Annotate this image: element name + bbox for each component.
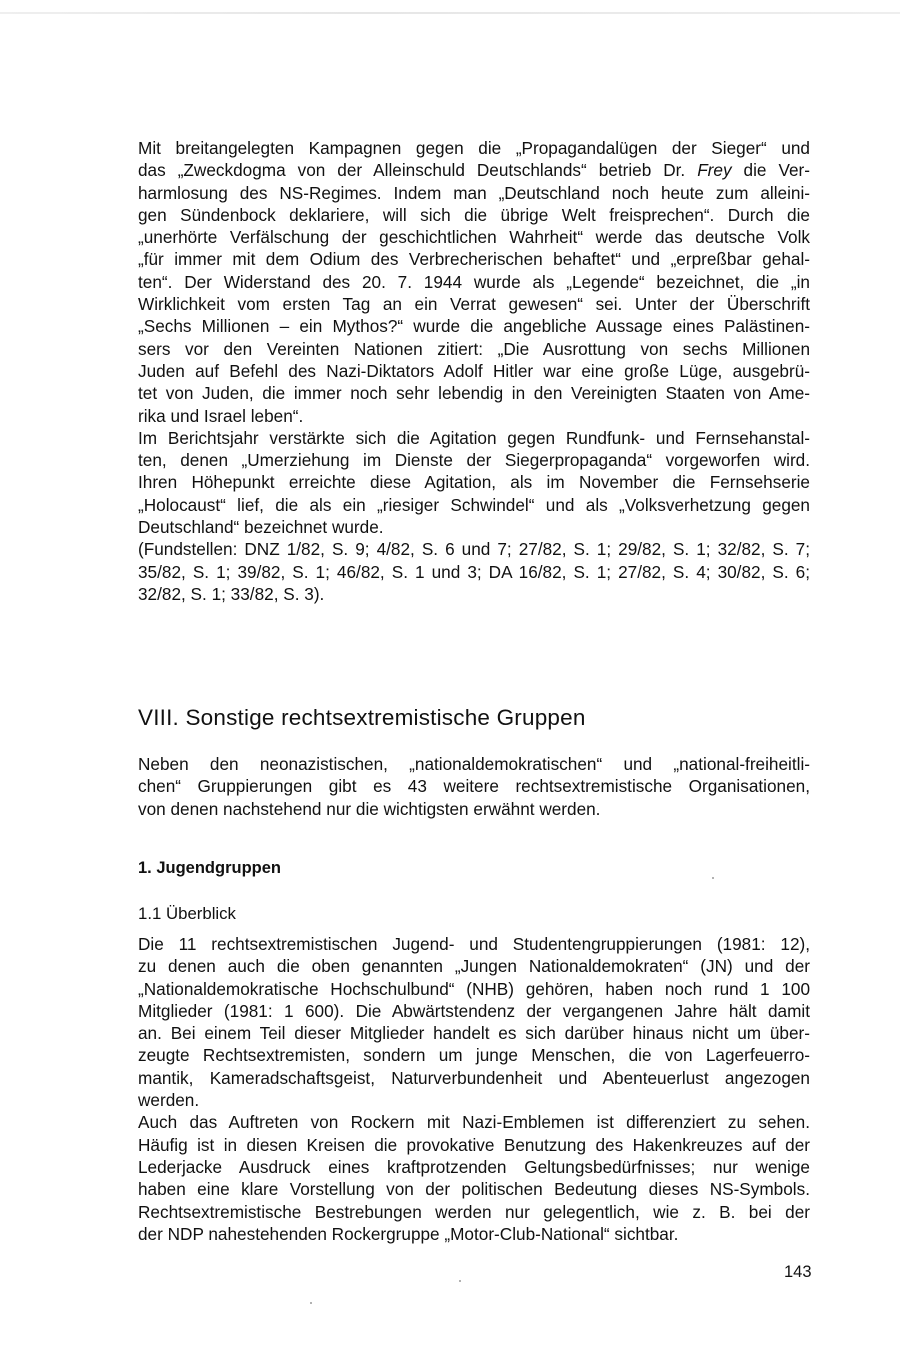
text-line: gen Sündenbock deklariere, will sich die übrige Welt freisprechen“. Durch die — [138, 204, 810, 225]
text-line: 32/82, S. 1; 33/82, S. 3). — [138, 583, 325, 604]
text-line: haben eine klare Vorstellung von der politischen Bedeutung dieses NS-Symbols. — [138, 1179, 810, 1200]
text-line: Mitglieder (1981: 1 600). Die Abwärtstendenz der vergangenen Jahre hält damit — [138, 1000, 810, 1021]
text-line: harmlosung des NS-Regimes. Indem man „Deutschland noch heute zum alleini- — [138, 182, 810, 203]
text-segment: das „Zweckdogma von der Alleinschuld Deutschlands“ betrieb Dr. — [138, 160, 698, 181]
chapter-heading: VIII. Sonstige rechtsextremistische Gruppen — [138, 705, 586, 730]
text-line: der NDP nahestehenden Rockergruppe „Motor-Club-National“ sichtbar. — [138, 1223, 679, 1244]
text-line: Ihren Höhepunkt erreichte diese Agitation, als im November die Fernsehserie — [138, 472, 810, 493]
text-line: 35/82, S. 1; 39/82, S. 1; 46/82, S. 1 und 3; DA 16/82, S. 1; 27/82, S. 4; 30/82, S. 6; — [138, 561, 810, 582]
scan-speck — [459, 1280, 461, 1282]
text-line: „Holocaust“ lief, die als ein „riesiger Schwindel“ und als „Volksverhetzung gegen — [138, 494, 810, 515]
section-heading: 1. Jugendgruppen — [138, 859, 282, 877]
text-line — [138, 159, 810, 181]
subsection-heading: 1.1 Überblick — [138, 904, 236, 923]
text-line: zu denen auch die oben genannten „Jungen Nationaldemokraten“ (JN) und der — [138, 956, 810, 977]
text-line: Deutschland“ bezeichnet wurde. — [138, 517, 384, 538]
text-line: „Sechs Millionen – ein Mythos?“ wurde die angebliche Aussage eines Palästinen- — [138, 316, 810, 337]
text-line: „unerhörte Verfälschung der geschichtlichen Wahrheit“ werde das deutsche Volk — [138, 227, 810, 248]
text-line: „Nationaldemokratische Hochschulbund“ (NHB) gehören, haben noch rund 1 100 — [138, 978, 810, 999]
text-line: Lederjacke Ausdruck eines kraftprotzenden Geltungsbedürfnisses; nur wenige — [138, 1156, 810, 1177]
scan-speck — [712, 877, 714, 879]
scan-speck — [310, 1302, 312, 1304]
paragraph-youth-groups — [138, 933, 810, 1245]
text-line: Häufig ist in diesen Kreisen die provokative Benutzung des Hakenkreuzes auf der — [138, 1134, 810, 1155]
text-line: zeugte Rechtsextremisten, sondern um junge Menschen, die von Lagerfeuerro- — [138, 1045, 810, 1066]
text-segment: die Ver- — [731, 160, 810, 181]
text-line: Juden auf Befehl des Nazi-Diktators Adolf Hitler war eine große Lüge, ausgebrü- — [138, 360, 810, 381]
text-line: tet von Juden, die immer noch sehr lebendig in den Vereinigten Staaten von Ame- — [138, 383, 810, 404]
text-line: werden. — [138, 1090, 200, 1111]
scan-top-edge — [0, 12, 900, 14]
text-line: chen“ Gruppierungen gibt es 43 weitere rechtsextremistische Organisationen, — [138, 776, 810, 797]
text-line: sers vor den Vereinten Nationen zitiert: „Die Ausrottung von sechs Millionen — [138, 338, 810, 359]
text-line: Die 11 rechtsextremistischen Jugend- und Studentengruppierungen (1981: 12), — [138, 934, 810, 954]
text-line: ten“. Der Widerstand des 20. 7. 1944 wurde als „Legende“ bezeichnet, die „in — [138, 271, 810, 292]
text-line: ten, denen „Umerziehung im Dienste der Siegerpropaganda“ vorgeworfen wird. — [138, 450, 810, 471]
text-line: von denen nachstehend nur die wichtigsten erwähnt werden. — [138, 798, 601, 819]
text-line: Im Berichtsjahr verstärkte sich die Agitation gegen Rundfunk- und Fernsehanstal- — [138, 427, 810, 448]
text-line: Auch das Auftreten von Rockern mit Nazi-Emblemen ist differenziert zu sehen. — [138, 1112, 810, 1133]
text-line: an. Bei einem Teil dieser Mitglieder handelt es sich darüber hinaus nicht um über- — [138, 1023, 810, 1044]
text-line: Rechtsextremistische Bestrebungen werden nur gelegentlich, wie z. B. bei der — [138, 1201, 810, 1222]
text-line: Wirklichkeit vom ersten Tag an ein Verrat gewesen“ sei. Unter der Überschrift — [138, 294, 810, 315]
text-line: (Fundstellen: DNZ 1/82, S. 9; 4/82, S. 6 und 7; 27/82, S. 1; 29/82, S. 1; 32/82, S. 7; — [138, 539, 810, 560]
text-line: mantik, Kameradschaftsgeist, Naturverbundenheit und Abenteuerlust angezogen — [138, 1067, 810, 1088]
paragraph-overview — [138, 753, 810, 820]
text-line: Mit breitangelegten Kampagnen gegen die „Propagandalügen der Sieger“ und — [138, 138, 810, 158]
italic-name: Frey — [697, 160, 732, 181]
text-line: „für immer mit dem Odium des Verbrecherischen behaftet“ und „erpreßbar gehal- — [138, 249, 810, 270]
text-line: Neben den neonazistischen, „nationaldemokratischen“ und „national-freiheitli- — [138, 754, 810, 774]
paragraph-propaganda — [138, 137, 810, 605]
text-line: rika und Israel leben“. — [138, 405, 304, 426]
page-number: 143 — [784, 1263, 812, 1281]
